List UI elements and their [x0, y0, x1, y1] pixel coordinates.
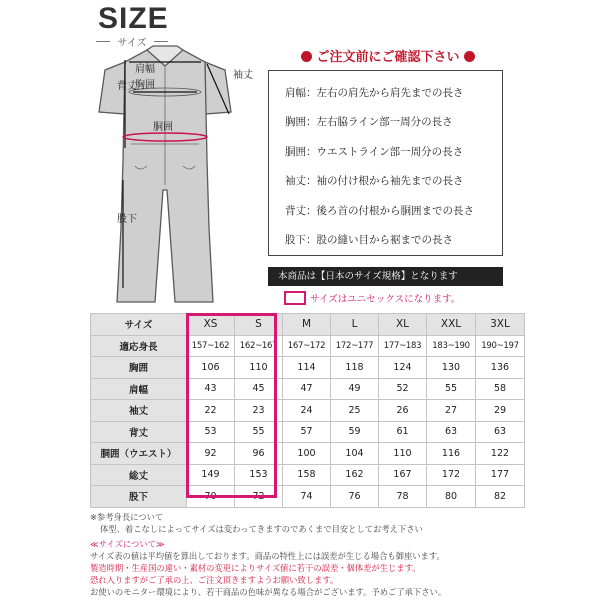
table-cell: 76 [331, 486, 379, 508]
size-header-m: M [283, 314, 331, 336]
table-row [91, 400, 525, 422]
table-cell: 47 [283, 378, 331, 400]
table-cell: 96 [235, 443, 283, 465]
red-dot-icon [301, 51, 312, 62]
table-cell: 61 [379, 421, 427, 443]
table-cell: 110 [379, 443, 427, 465]
measurement-definitions [268, 70, 503, 256]
row-label: 胸囲 [91, 357, 187, 379]
table-cell: 190~197 [476, 335, 525, 357]
table-cell: 80 [427, 486, 476, 508]
table-cell: 53 [187, 421, 235, 443]
table-cell: 110 [235, 357, 283, 379]
size-header-3xl: 3XL [476, 314, 525, 336]
row-label: 適応身長 [91, 335, 187, 357]
row-label: 背丈 [91, 421, 187, 443]
table-cell: 158 [283, 464, 331, 486]
table-cell: 177 [476, 464, 525, 486]
note-line: サイズ表の値は平均値を算出しております。商品の特性上には誤差が生じる場合も御座います。 [90, 551, 445, 561]
table-corner: サイズ [91, 314, 187, 336]
row-label: 総丈 [91, 464, 187, 486]
table-cell: 100 [283, 443, 331, 465]
table-cell: 63 [427, 421, 476, 443]
table-cell: 70 [187, 486, 235, 508]
table-cell: 25 [331, 400, 379, 422]
size-header-xl: XL [379, 314, 427, 336]
size-standard-banner: 本商品は【日本のサイズ規格】となります [268, 267, 503, 286]
table-cell: 149 [187, 464, 235, 486]
table-cell: 63 [476, 421, 525, 443]
definition-inseam: 股下：股の縫い目から裾までの長さ [285, 233, 453, 246]
table-cell: 157~162 [187, 335, 235, 357]
table-cell: 82 [476, 486, 525, 508]
table-cell: 27 [427, 400, 476, 422]
table-cell: 122 [476, 443, 525, 465]
size-header-l: L [331, 314, 379, 336]
definition-back-length: 背丈：後ろ首の付根から胴囲までの長さ [285, 204, 474, 217]
table-cell: 29 [476, 400, 525, 422]
table-cell: 72 [235, 486, 283, 508]
table-cell: 23 [235, 400, 283, 422]
table-header-row [91, 314, 525, 336]
table-cell: 167 [379, 464, 427, 486]
label-sleeve: 袖丈 [233, 70, 253, 81]
table-cell: 52 [379, 378, 427, 400]
definition-chest: 胸囲：左右脇ライン部一周分の長さ [285, 116, 453, 129]
table-row [91, 378, 525, 400]
note-reference-height: ※参考身長について [90, 512, 164, 522]
note-line: お使いのモニター環境により、若干商品の色味が異なる場合がございます。予めご了承下さい。 [90, 587, 447, 597]
table-cell: 26 [379, 400, 427, 422]
row-label: 股下 [91, 486, 187, 508]
note-line: 恐れ入りますがご了承の上、ご注文頂きますようお願い致します。 [90, 575, 339, 585]
label-waist: 胴囲 [153, 122, 173, 133]
size-header-s: S [235, 314, 283, 336]
coverall-diagram [95, 40, 265, 310]
size-table [90, 313, 525, 508]
label-inseam: 股下 [117, 214, 137, 225]
table-cell: 183~190 [427, 335, 476, 357]
table-cell: 172~177 [331, 335, 379, 357]
table-cell: 153 [235, 464, 283, 486]
table-cell: 130 [427, 357, 476, 379]
table-cell: 114 [283, 357, 331, 379]
table-cell: 22 [187, 400, 235, 422]
table-cell: 49 [331, 378, 379, 400]
table-cell: 136 [476, 357, 525, 379]
table-cell: 55 [427, 378, 476, 400]
unisex-note: サイズはユニセックスになります。 [284, 291, 460, 305]
table-cell: 106 [187, 357, 235, 379]
table-row [91, 357, 525, 379]
size-subtitle: サイズ [96, 34, 168, 49]
notice-heading: ご注文前にご確認下さい [282, 46, 494, 65]
row-label: 肩幅 [91, 378, 187, 400]
table-cell: 24 [283, 400, 331, 422]
table-cell: 57 [283, 421, 331, 443]
table-row [91, 335, 525, 357]
definition-sleeve: 袖丈：袖の付け根から袖先までの長さ [285, 175, 464, 188]
red-dot-icon [464, 51, 475, 62]
table-cell: 43 [187, 378, 235, 400]
table-row [91, 464, 525, 486]
label-back-length: 背丈 [117, 81, 137, 92]
row-label: 胴囲（ウエスト） [91, 443, 187, 465]
row-label: 袖丈 [91, 400, 187, 422]
table-cell: 78 [379, 486, 427, 508]
table-row [91, 421, 525, 443]
table-cell: 162 [331, 464, 379, 486]
table-cell: 162~167 [235, 335, 283, 357]
definition-waist: 胴囲：ウエストライン部一周分の長さ [285, 145, 464, 158]
table-cell: 45 [235, 378, 283, 400]
note-about-size: ≪サイズについて≫ [90, 539, 165, 549]
table-row [91, 443, 525, 465]
table-cell: 177~183 [379, 335, 427, 357]
size-header-xs: XS [187, 314, 235, 336]
table-cell: 116 [427, 443, 476, 465]
table-cell: 55 [235, 421, 283, 443]
size-title: SIZE [98, 2, 169, 35]
label-chest: 胸囲 [135, 80, 155, 91]
table-cell: 118 [331, 357, 379, 379]
pink-box-icon [284, 291, 306, 305]
definition-shoulder: 肩幅：左右の肩先から肩先までの長さ [285, 87, 464, 99]
table-cell: 104 [331, 443, 379, 465]
note-line: 製造時期・生産国の違い・素材の変更によりサイズ値に若干の誤差・個体差が生じます。 [90, 563, 421, 573]
table-cell: 59 [331, 421, 379, 443]
size-notes [90, 511, 590, 598]
table-cell: 124 [379, 357, 427, 379]
size-header-xxl: XXL [427, 314, 476, 336]
table-cell: 172 [427, 464, 476, 486]
table-cell: 74 [283, 486, 331, 508]
label-shoulder: 肩幅 [135, 64, 155, 75]
table-cell: 58 [476, 378, 525, 400]
table-row [91, 486, 525, 508]
note-reference-detail: 体型、着こなしによってサイズは変わってきますのであくまで目安としてお考え下さい [100, 524, 423, 534]
table-cell: 167~172 [283, 335, 331, 357]
table-cell: 92 [187, 443, 235, 465]
